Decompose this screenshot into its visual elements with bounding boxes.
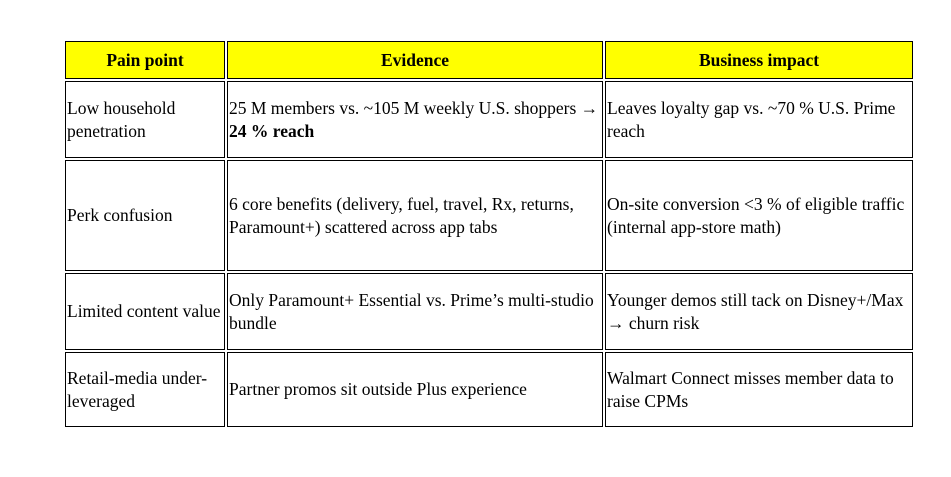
evidence-cell: Only Paramount+ Essential vs. Prime’s multi-studio bundle (227, 273, 603, 350)
table-row (65, 160, 913, 271)
pain-points-table (63, 39, 915, 429)
pain-point-cell: Low household penetration (65, 81, 225, 158)
header-evidence: Evidence (227, 41, 603, 79)
pain-point-cell: Retail-media under-leveraged (65, 352, 225, 427)
pain-point-cell: Limited content value (65, 273, 225, 350)
evidence-cell: 6 core benefits (delivery, fuel, travel, Rx, returns, Paramount+) scattered across app tabs (227, 160, 603, 271)
evidence-cell (227, 81, 603, 158)
impact-cell: Younger demos still tack on Disney+/Max → churn risk (605, 273, 913, 350)
header-pain-point: Pain point (65, 41, 225, 79)
header-business-impact: Business impact (605, 41, 913, 79)
evidence-text: 25 M members vs. ~105 M weekly U.S. shoppers → (229, 97, 599, 118)
table-row (65, 273, 913, 350)
impact-cell: Leaves loyalty gap vs. ~70 % U.S. Prime reach (605, 81, 913, 158)
evidence-emphasis: 24 % reach (229, 120, 315, 141)
pain-point-cell: Perk confusion (65, 160, 225, 271)
table-row (65, 81, 913, 158)
table-row (65, 352, 913, 427)
impact-cell: Walmart Connect misses member data to raise CPMs (605, 352, 913, 427)
header-row (65, 41, 913, 79)
evidence-cell: Partner promos sit outside Plus experience (227, 352, 603, 427)
impact-cell: On-site conversion <3 % of eligible traffic (internal app-store math) (605, 160, 913, 271)
